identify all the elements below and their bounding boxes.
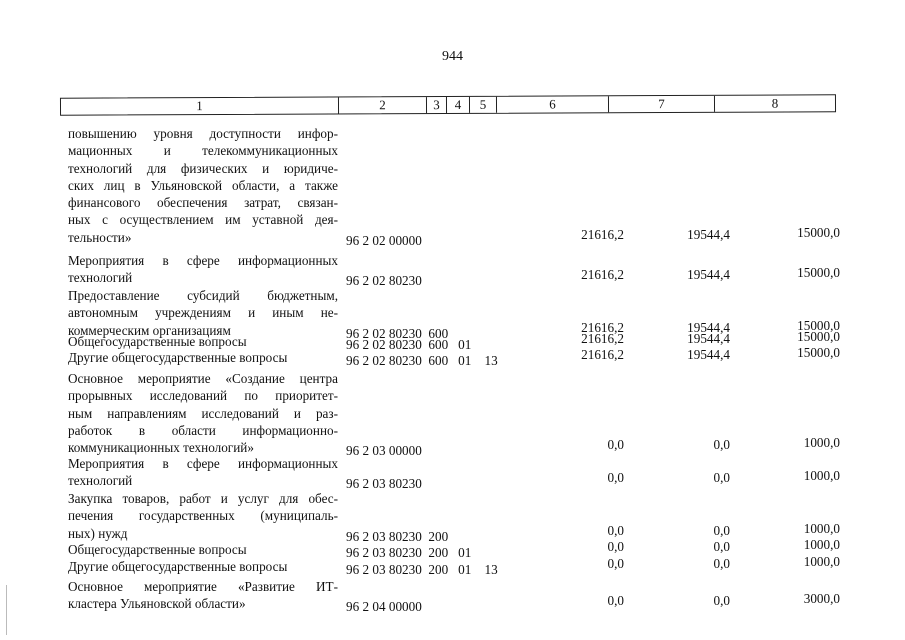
header-col-2: 2 [339,97,427,113]
header-col-3: 3 [427,97,447,113]
description-line: технологий [68,473,133,489]
description-line: ных) нужд [68,525,128,541]
col8-value: 15000,0 [797,265,840,281]
description-line: коммерческим организациям [68,322,231,338]
description-line: тельности» [68,229,132,245]
description-line: финансового обеспечения затрат, связан- [68,195,338,211]
header-col-7: 7 [609,96,715,112]
col6-value: 21616,2 [581,226,624,242]
header-col-4: 4 [447,97,470,113]
row-code: 96 2 02 80230 [346,273,422,289]
description-line: работок в области информационно- [68,422,338,438]
header-col-5: 5 [470,97,497,113]
row-description [68,455,338,490]
description-line: Основное мероприятие «Развитие ИТ- [68,579,338,594]
description-line: технологий для физических и юридиче- [68,160,338,176]
col6-value: 21616,2 [581,267,624,283]
col6-value: 21616,2 [581,319,624,335]
row-description [68,252,338,287]
row-code: 96 2 04 00000 [346,599,422,615]
col7-value: 19544,4 [687,226,730,242]
description-line: ных с осуществлением им уставной дея- [68,212,338,228]
col8-value: 1000,0 [803,520,840,536]
description-line: повышению уровня доступности инфор- [68,126,338,141]
col6-value: 21616,2 [581,331,624,346]
col8-value: 15000,0 [797,224,840,240]
col7-value: 19544,4 [687,331,730,346]
col7-value: 19544,4 [687,319,730,335]
col7-value: 0,0 [713,437,730,453]
col8-value: 15000,0 [797,317,840,333]
header-col-1: 1 [61,97,339,114]
row-code: 96 2 03 00000 [346,443,422,459]
col8-value: 15000,0 [797,345,840,360]
col7-value: 0,0 [713,539,730,554]
row-code: 96 2 03 80230 200 01 13 [346,562,498,577]
description-line: кластера Ульяновской области» [68,596,246,612]
description-line: ских лиц в Ульяновской области, а также [68,177,338,193]
row-code: 96 2 02 80230 600 01 [346,337,472,352]
description-line: ным направлениям исследований и раз- [68,405,338,421]
description-line: Основное мероприятие «Создание центра [68,371,338,386]
col6-value: 0,0 [607,522,624,538]
row-description [68,125,338,246]
description-line: печения государственных (муниципаль- [68,508,338,524]
description-line: Другие общегосударственные вопросы [68,559,288,574]
row-code: 96 2 03 80230 200 01 [346,545,472,560]
col7-value: 19544,4 [687,267,730,283]
col6-value: 0,0 [607,437,624,453]
col6-value: 0,0 [607,470,624,486]
col8-value: 3000,0 [803,591,840,607]
row-description [68,541,338,558]
description-line: прорывных исследований по приоритет- [68,388,338,404]
description-line: Закупка товаров, работ и услуг для обес- [68,491,338,506]
col6-value: 0,0 [607,556,624,571]
header-col-6: 6 [497,96,609,112]
description-line: мационных и телекоммуникационных [68,143,338,159]
row-description [68,558,338,575]
description-line: коммуникационных технологий» [68,440,254,456]
row-code: 96 2 03 80230 200 [346,528,449,544]
description-line: Мероприятия в сфере информационных [68,253,338,268]
col6-value: 0,0 [607,593,624,609]
row-code: 96 2 02 00000 [346,232,422,248]
margin-mark [6,585,7,635]
col6-value: 0,0 [607,539,624,554]
description-line: технологий [68,270,133,286]
description-line: автономным учреждениям и иным не- [68,305,338,321]
col8-value: 1000,0 [803,554,840,569]
col6-value: 21616,2 [581,347,624,362]
col8-value: 1000,0 [803,537,840,552]
row-description [68,370,338,456]
row-code: 96 2 02 80230 600 [346,325,449,341]
row-description [68,349,338,366]
row-description [68,333,338,350]
description-line: Предоставление субсидий бюджетным, [68,288,338,303]
description-line: Другие общегосударственные вопросы [68,350,288,365]
row-code: 96 2 03 80230 [346,476,422,492]
col7-value: 0,0 [713,556,730,571]
header-col-8: 8 [771,95,779,111]
col7-value: 19544,4 [687,347,730,362]
page-number: 944 [442,49,463,64]
row-description [68,578,338,613]
row-description [68,287,338,339]
col8-value: 15000,0 [797,329,840,344]
description-line: Общегосударственные вопросы [68,542,247,557]
description-line: Общегосударственные вопросы [68,334,247,349]
col8-value: 1000,0 [803,468,840,484]
row-description [68,490,338,542]
description-line: Мероприятия в сфере информационных [68,456,338,471]
col8-value: 1000,0 [803,435,840,451]
col7-value: 0,0 [713,470,730,486]
row-code: 96 2 02 80230 600 01 13 [346,353,498,368]
col7-value: 0,0 [713,522,730,538]
col7-value: 0,0 [713,593,730,609]
